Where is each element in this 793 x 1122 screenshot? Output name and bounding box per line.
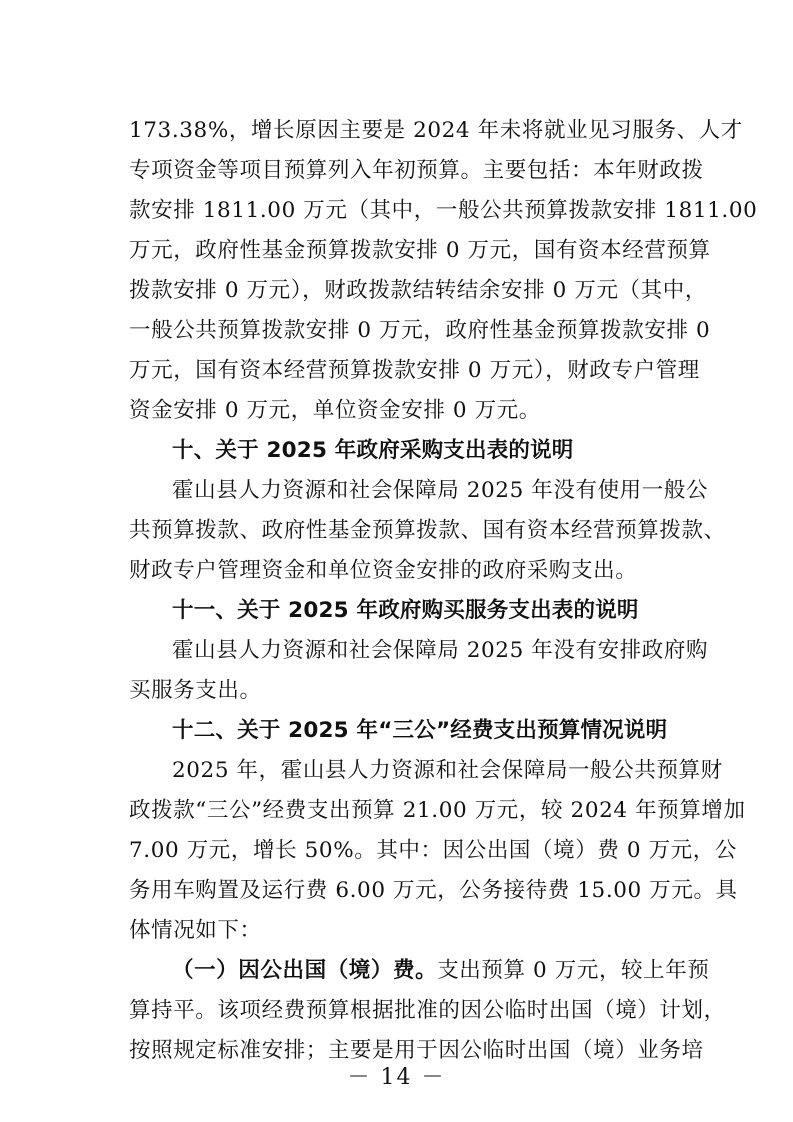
body-line: 款安排 1811.00 万元（其中，一般公共预算拨款安排 1811.00: [129, 198, 758, 223]
body-line: 财政专户管理资金和单位资金安排的政府采购支出。: [129, 558, 638, 583]
body-line: 173.38%，增长原因主要是 2024 年未将就业见习服务、人才: [129, 118, 743, 143]
body-line: 一般公共预算拨款安排 0 万元，政府性基金预算拨款安排 0: [129, 318, 711, 343]
section-heading: 十一、关于 2025 年政府购买服务支出表的说明: [172, 598, 639, 623]
body-line: 万元，国有资本经营预算拨款安排 0 万元），财政专户管理: [129, 358, 700, 383]
body-line: 霍山县人力资源和社会保障局 2025 年没有安排政府购: [172, 638, 709, 663]
body-line: 务用车购置及运行费 6.00 万元，公务接待费 15.00 万元。具: [129, 878, 738, 903]
body-line: 万元，政府性基金预算拨款安排 0 万元，国有资本经营预算: [129, 238, 711, 263]
body-line: 拨款安排 0 万元），财政拨款结转结余安排 0 万元（其中，: [129, 278, 707, 303]
body-line: 7.00 万元，增长 50%。其中：因公出国（境）费 0 万元，公: [129, 838, 737, 863]
body-line: 按照规定标准安排；主要是用于因公临时出国（境）业务培: [129, 1038, 704, 1063]
page-number: － 14 －: [347, 1065, 446, 1090]
body-line: 算持平。该项经费预算根据批准的因公临时出国（境）计划，: [129, 998, 726, 1023]
subsection-heading: （一）因公出国（境）费。: [172, 958, 438, 983]
section-heading: 十二、关于 2025 年“三公”经费支出预算情况说明: [172, 718, 668, 743]
body-line: 体情况如下：: [129, 918, 262, 943]
body-line: 2025 年，霍山县人力资源和社会保障局一般公共预算财: [172, 758, 723, 783]
section-heading: 十、关于 2025 年政府采购支出表的说明: [172, 438, 574, 463]
body-line: 专项资金等项目预算列入年初预算。主要包括：本年财政拨: [129, 158, 704, 183]
body-line: 霍山县人力资源和社会保障局 2025 年没有使用一般公: [172, 478, 709, 503]
body-line: 政拨款“三公”经费支出预算 21.00 万元，较 2024 年预算增加: [129, 798, 746, 823]
body-line: 资金安排 0 万元，单位资金安排 0 万元。: [129, 398, 541, 423]
body-text: 支出预算 0 万元，较上年预: [437, 958, 710, 983]
body-line: 买服务支出。: [129, 678, 262, 703]
subsection-line: [172, 958, 710, 984]
body-line: 共预算拨款、政府性基金预算拨款、国有资本经营预算拨款、: [129, 518, 726, 543]
